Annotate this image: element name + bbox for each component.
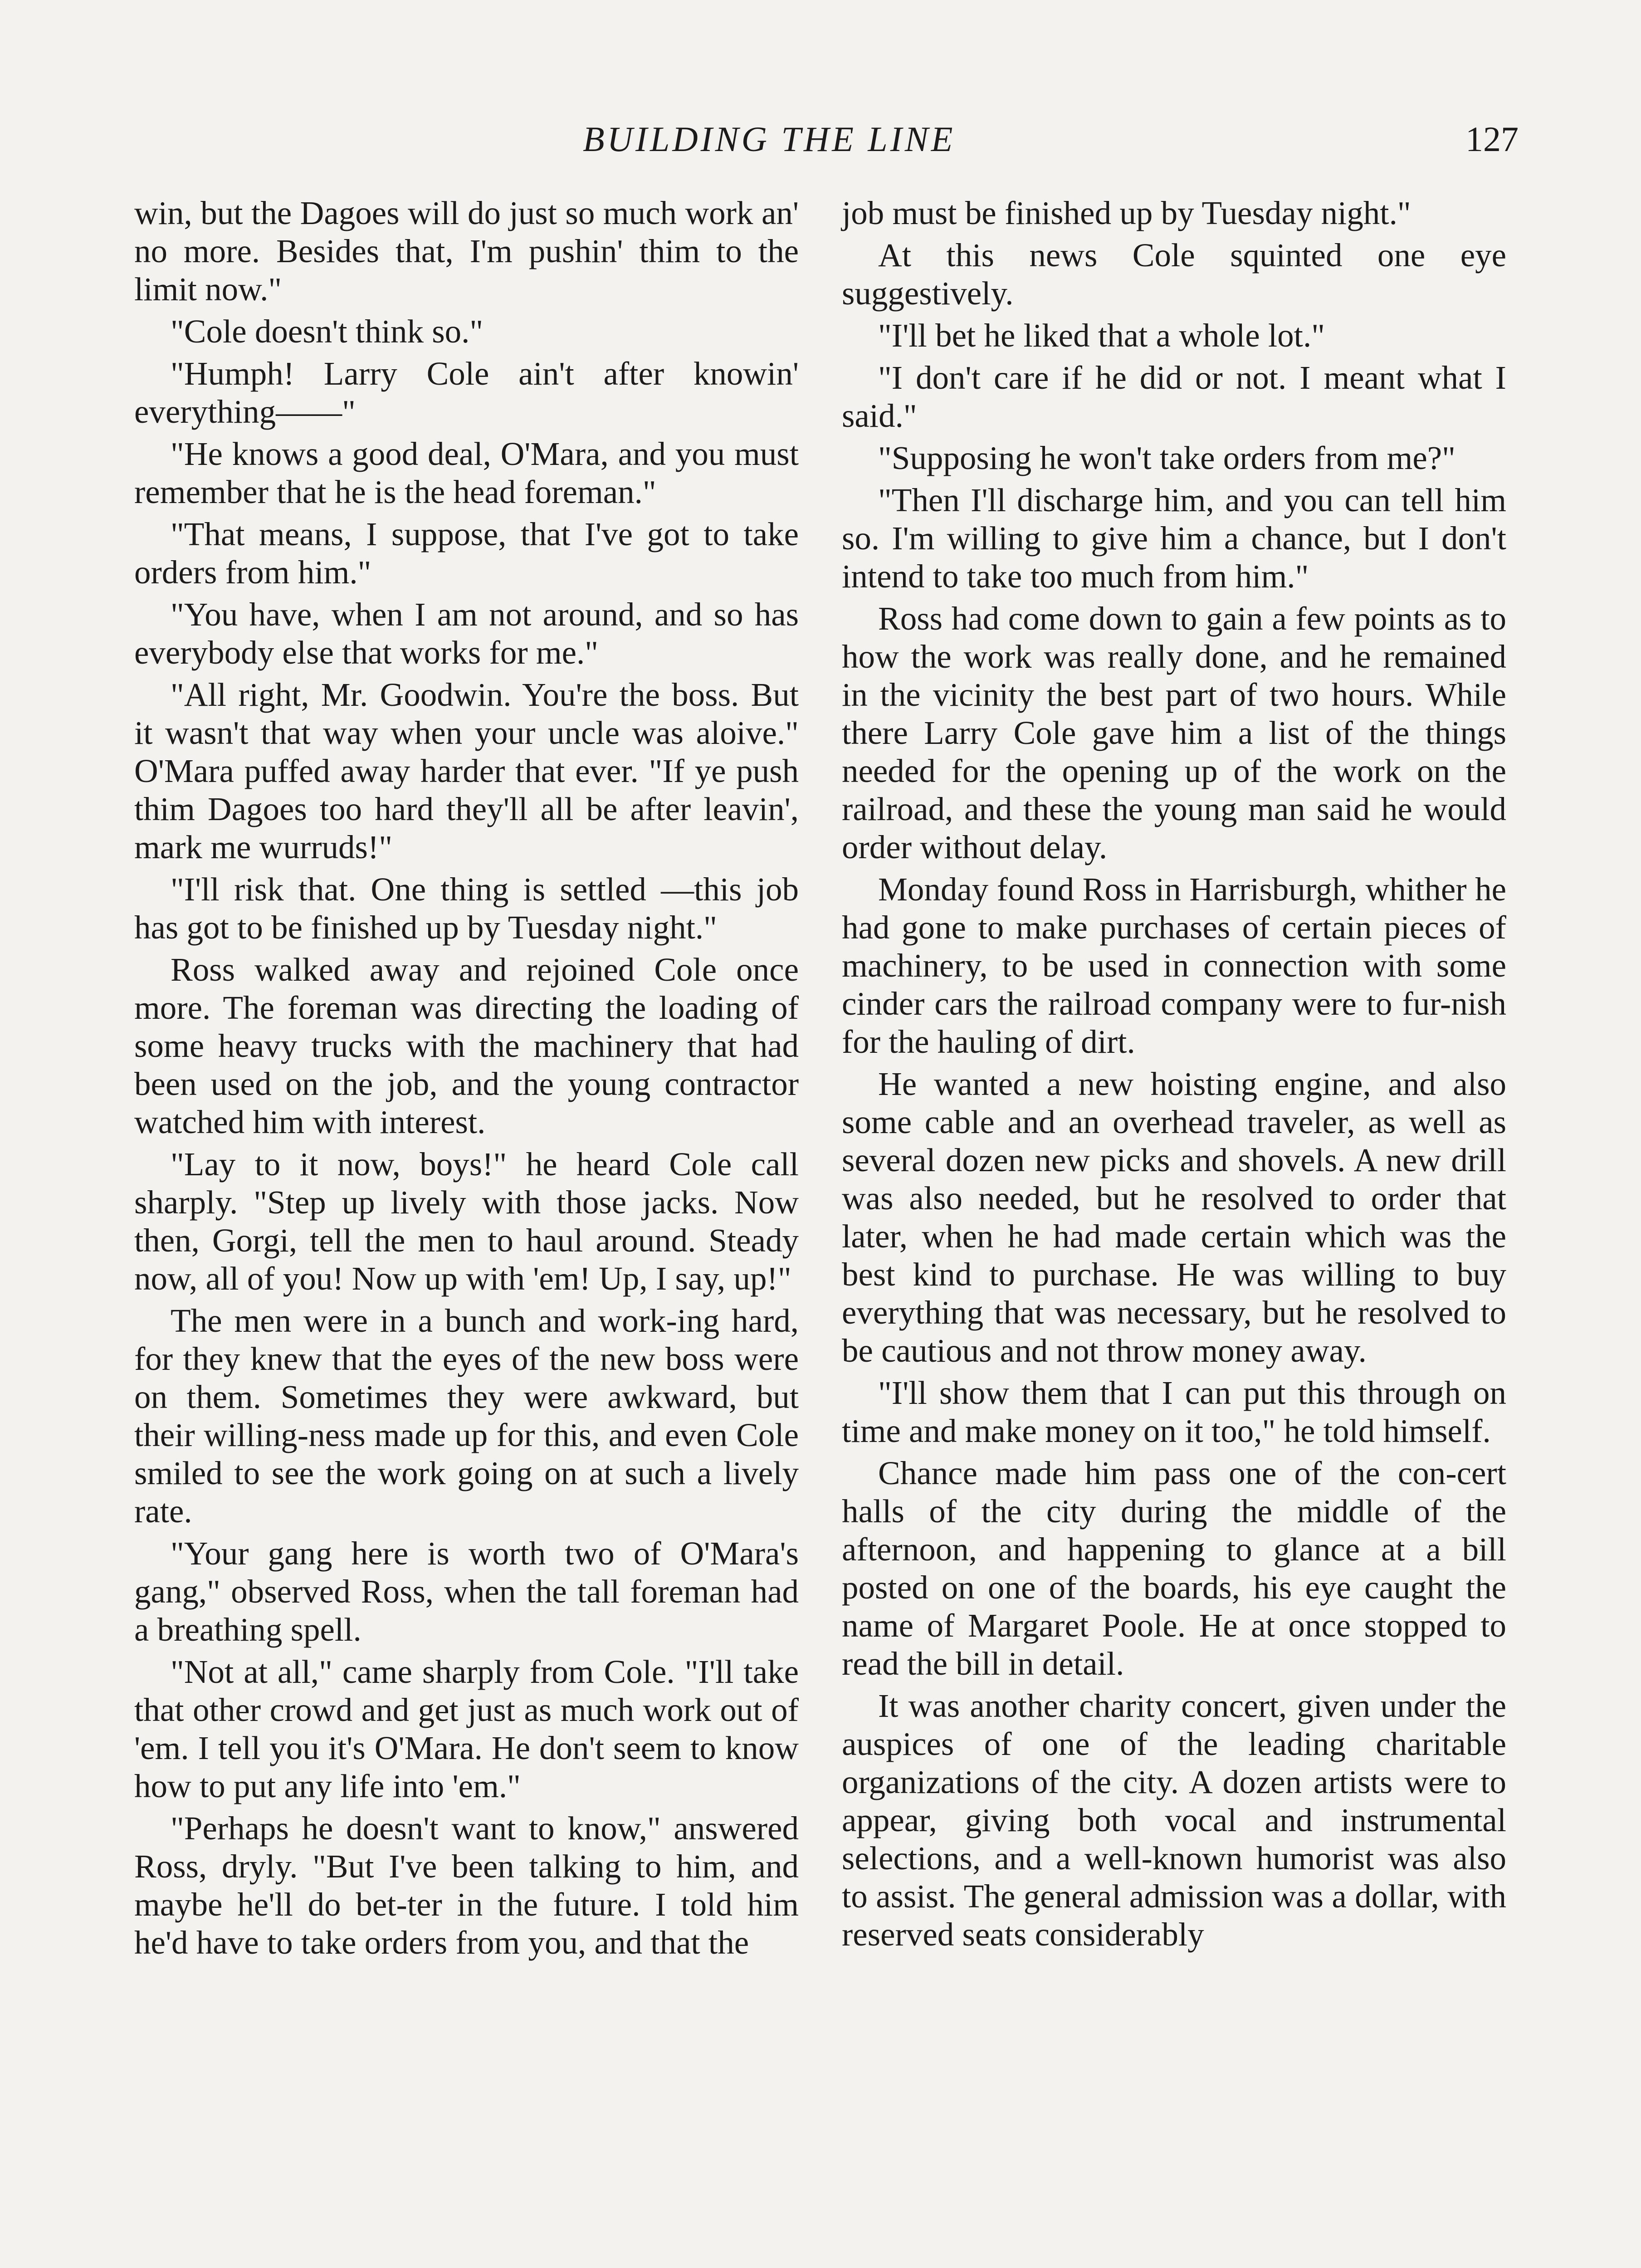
paragraph: "All right, Mr. Goodwin. You're the boss. But it wasn't that way when your uncle was aloive." O'Mara puffed away harder that ever. "If ye push thim Dagoes too hard they'll all be after leavin', mark me wurruds!" xyxy=(134,676,799,865)
paragraph: job must be finished up by Tuesday night." xyxy=(842,195,1411,231)
paragraph: "Cole doesn't think so." xyxy=(171,313,484,350)
paragraph: The men were in a bunch and work-ing hard, for they knew that the eyes of the new boss were on them. Sometimes they were awkward, but their willing-ness made up for this, and even Cole smiled to see the work going on at such a lively rate. xyxy=(134,1302,799,1530)
paragraph: Ross had come down to gain a few points as to how the work was really done, and he remained in the vicinity the best part of two hours. While there Larry Cole gave him a list of the things needed for the opening up of the work on the railroad, and these the young man said he would order without delay. xyxy=(842,600,1506,865)
paragraph: "Not at all," came sharply from Cole. "I'll take that other crowd and get just as much work out of 'em. I tell you it's O'Mara. He don't seem to know how to put any life into 'em." xyxy=(134,1653,799,1804)
paragraph: Monday found Ross in Harrisburgh, whither he had gone to make purchases of certain pieces of machinery, to be used in connection with some cinder cars the railroad company were to fur-nish for the hauling of dirt. xyxy=(842,871,1506,1060)
paragraph: "I'll risk that. One thing is settled —this job has got to be finished up by Tuesday night." xyxy=(134,871,799,946)
paragraph: Ross walked away and rejoined Cole once more. The foreman was directing the loading of some heavy trucks with the machinery that had been used on the job, and the young contractor watched him with interest. xyxy=(134,951,799,1140)
paragraph: "I'll bet he liked that a whole lot." xyxy=(878,317,1325,354)
paragraph: Chance made him pass one of the con-cert halls of the city during the middle of the afternoon, and happening to glance at a bill posted on one of the boards, his eye caught the name of Margaret Poole. He at once stopped to read the bill in detail. xyxy=(842,1455,1506,1682)
paragraph: "Supposing he won't take orders from me?" xyxy=(878,440,1455,476)
paragraph: "You have, when I am not around, and so has everybody else that works for me." xyxy=(134,596,799,671)
page-number: 127 xyxy=(1465,119,1519,159)
paragraph: "Then I'll discharge him, and you can tell him so. I'm willing to give him a chance, but I don't intend to take too much from him." xyxy=(842,482,1506,595)
paragraph: It was another charity concert, given under the auspices of one of the leading charitable organizations of the city. A dozen artists were to appear, giving both vocal and instrumental selections, and a well-known humorist was also to assist. The general admission was a dollar, with reserved seats considerably xyxy=(842,1687,1506,1953)
paragraph: win, but the Dagoes will do just so much work an' no more. Besides that, I'm pushin' thim to the limit now." xyxy=(134,195,799,308)
left-text-column xyxy=(134,194,799,1966)
paragraph: "Your gang here is worth two of O'Mara's gang," observed Ross, when the tall foreman had a breathing spell. xyxy=(134,1535,799,1648)
paragraph: "I'll show them that I can put this through on time and make money on it too," he told himself. xyxy=(842,1374,1506,1449)
paragraph: "Lay to it now, boys!" he heard Cole call sharply. "Step up lively with those jacks. Now then, Gorgi, tell the men to haul around. Steady now, all of you! Now up with 'em! Up, I say, up!" xyxy=(134,1146,799,1297)
paragraph: "He knows a good deal, O'Mara, and you must remember that he is the head foreman." xyxy=(134,435,799,510)
paragraph: "Perhaps he doesn't want to know," answered Ross, dryly. "But I've been talking to him, and maybe he'll do bet-ter in the future. I told him he'd have to take orders from you, and that the xyxy=(134,1810,799,1961)
paragraph: He wanted a new hoisting engine, and also some cable and an overhead traveler, as well as several dozen new picks and shovels. A new drill was also needed, but he resolved to order that later, when he had made certain which was the best kind to purchase. He was willing to buy everything that was necessary, but he resolved to be cautious and not throw money away. xyxy=(842,1066,1506,1369)
paragraph: At this news Cole squinted one eye suggestively. xyxy=(842,237,1506,312)
running-head-title: BUILDING THE LINE xyxy=(583,119,956,159)
right-text-column xyxy=(842,194,1506,1958)
paragraph: "That means, I suppose, that I've got to take orders from him." xyxy=(134,516,799,591)
paragraph: "Humph! Larry Cole ain't after knowin' everything——" xyxy=(134,355,799,430)
paragraph: "I don't care if he did or not. I meant what I said." xyxy=(842,359,1506,434)
